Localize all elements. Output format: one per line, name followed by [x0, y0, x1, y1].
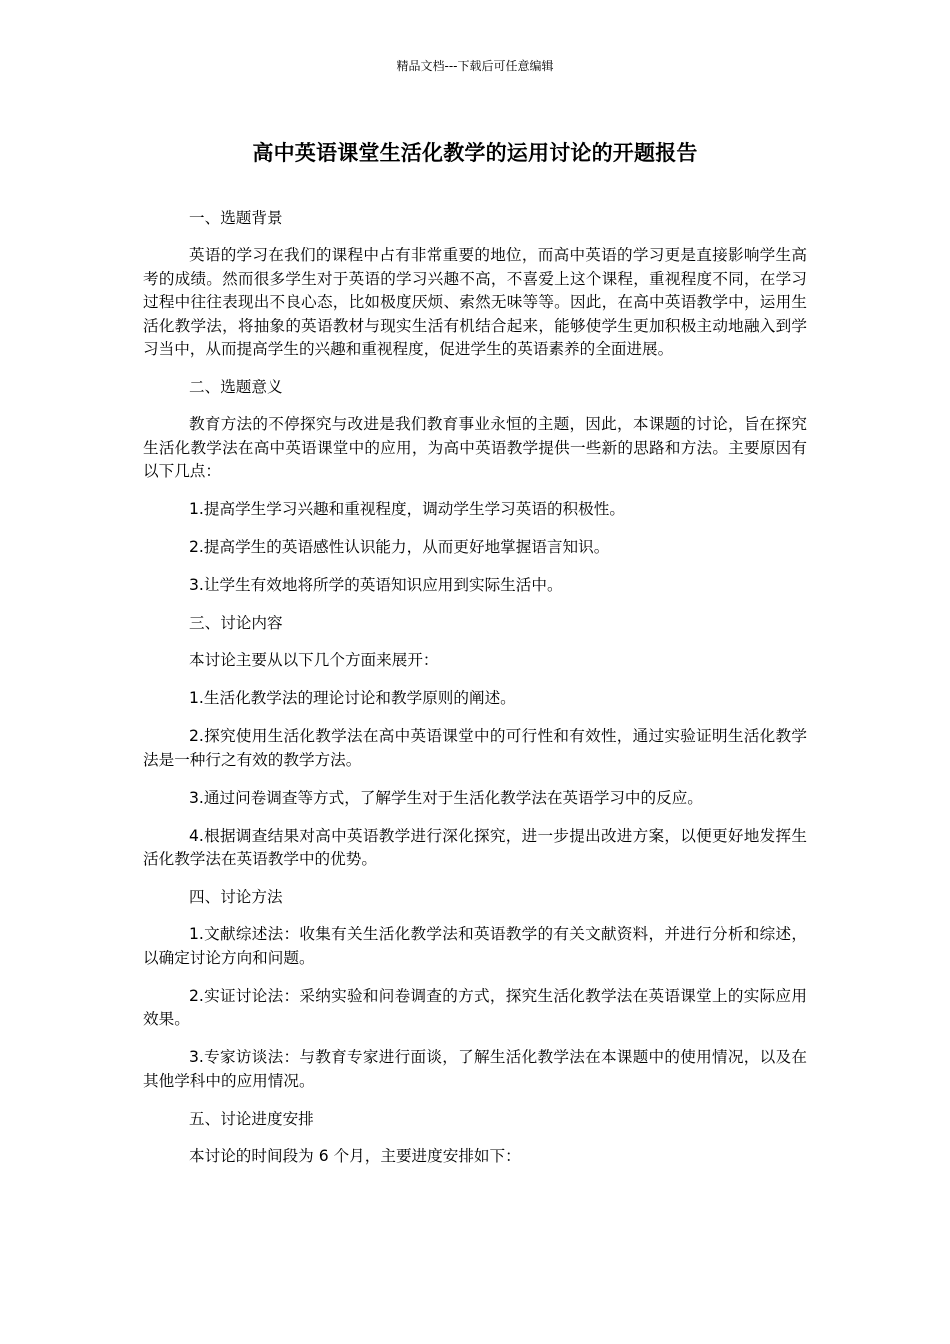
- document-title: 高中英语课堂生活化教学的运用讨论的开题报告: [252, 141, 698, 165]
- header-note: 精品文档---下载后可任意编辑: [396, 59, 554, 73]
- list-item-content-2: 2.探究使用生活化教学法在高中英语课堂中的可行性和有效性，通过实验证明生活化教学法是一种行之有效的教学方法。: [143, 727, 807, 769]
- list-item-methods-3: 3.专家访谈法：与教育专家进行面谈，了解生活化教学法在本课题中的使用情况，以及在其他学科中的应用情况。: [143, 1048, 807, 1090]
- list-item-content-4: 4.根据调查结果对高中英语教学进行深化探究，进一步提出改进方案，以便更好地发挥生活化教学法在英语教学中的优势。: [143, 826, 807, 868]
- section-heading-schedule: 五、讨论进度安排: [189, 1109, 314, 1128]
- list-item-significance-3: 3.让学生有效地将所学的英语知识应用到实际生活中。: [189, 576, 563, 594]
- paragraph-significance: 教育方法的不停探究与改进是我们教育事业永恒的主题，因此，本课题的讨论，旨在探究生活化教学法在高中英语课堂中的应用，为高中英语教学提供一些新的思路和方法。主要原因有以下几点：: [143, 415, 807, 480]
- list-item-content-1: 1.生活化教学法的理论讨论和教学原则的阐述。: [189, 689, 516, 707]
- section-heading-methods: 四、讨论方法: [189, 888, 283, 906]
- document-body: [143, 207, 807, 1183]
- section-heading-background: 一、选题背景: [189, 209, 283, 227]
- paragraph-content-intro: 本讨论主要从以下几个方面来展开：: [189, 651, 439, 669]
- paragraph-background: 英语的学习在我们的课程中占有非常重要的地位，而高中英语的学习更是直接影响学生高考的成绩。然而很多学生对于英语的学习兴趣不高，不喜爱上这个课程，重视程度不同，在学习过程中往往表现出不良心态，比如极度厌烦、索然无味等等。因此，在高中英语教学中，运用生活化教学法，将抽象的英语教材与现实生活有机结合起来，能够使学生更加积极主动地融入到学习当中，从而提高学生的兴趣和重视程度，促进学生的英语素养的全面进展。: [143, 246, 807, 358]
- list-item-content-3: 3.通过问卷调查等方式，了解学生对于生活化教学法在英语学习中的反应。: [189, 788, 703, 807]
- list-item-significance-1: 1.提高学生学习兴趣和重视程度，调动学生学习英语的积极性。: [189, 500, 625, 518]
- list-item-significance-2: 2.提高学生的英语感性认识能力，从而更好地掌握语言知识。: [189, 538, 610, 556]
- section-heading-significance: 二、选题意义: [189, 378, 283, 396]
- list-item-methods-1: 1.文献综述法：收集有关生活化教学法和英语教学的有关文献资料，并进行分析和综述，以确定讨论方向和问题。: [143, 925, 807, 967]
- paragraph-schedule-intro: 本讨论的时间段为 6 个月，主要进度安排如下：: [189, 1146, 521, 1165]
- list-item-methods-2: 2.实证讨论法：采纳实验和问卷调查的方式，探究生活化教学法在英语课堂上的实际应用效果。: [143, 986, 807, 1028]
- section-heading-content: 三、讨论内容: [189, 614, 283, 632]
